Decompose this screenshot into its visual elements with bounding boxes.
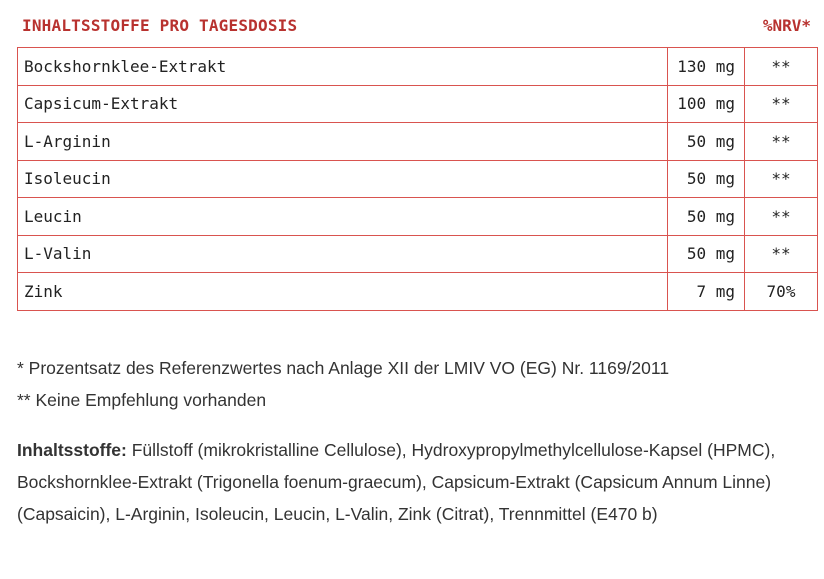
footnotes bbox=[17, 352, 817, 416]
table-row bbox=[18, 235, 818, 273]
ingredients-paragraph bbox=[17, 434, 817, 530]
nrv-column-label: %NRV* bbox=[762, 16, 811, 35]
table-row bbox=[18, 160, 818, 198]
ingredient-name: Bockshornklee-Extrakt bbox=[18, 48, 668, 86]
table-header bbox=[17, 14, 817, 42]
table-row bbox=[18, 273, 818, 311]
ingredient-name: Capsicum-Extrakt bbox=[18, 85, 668, 123]
ingredient-nrv: ** bbox=[745, 160, 818, 198]
ingredient-nrv: 70% bbox=[745, 273, 818, 311]
table-row bbox=[18, 85, 818, 123]
footnote-no-recommendation: ** Keine Empfehlung vorhanden bbox=[17, 390, 267, 410]
ingredient-name: Zink bbox=[18, 273, 668, 311]
ingredient-nrv: ** bbox=[745, 85, 818, 123]
table-row bbox=[18, 198, 818, 236]
ingredient-amount: 100 mg bbox=[668, 85, 745, 123]
ingredient-nrv: ** bbox=[745, 198, 818, 236]
ingredient-amount: 50 mg bbox=[668, 198, 745, 236]
ingredient-amount: 50 mg bbox=[668, 235, 745, 273]
ingredient-amount: 50 mg bbox=[668, 123, 745, 161]
table-title: INHALTSSTOFFE PRO TAGESDOSIS bbox=[22, 16, 298, 35]
ingredient-nrv: ** bbox=[745, 123, 818, 161]
ingredient-amount: 7 mg bbox=[668, 273, 745, 311]
ingredient-name: L-Valin bbox=[18, 235, 668, 273]
ingredient-amount: 50 mg bbox=[668, 160, 745, 198]
ingredient-amount: 130 mg bbox=[668, 48, 745, 86]
ingredient-name: Leucin bbox=[18, 198, 668, 236]
nutrition-table bbox=[17, 47, 818, 311]
ingredient-nrv: ** bbox=[745, 235, 818, 273]
table-row bbox=[18, 48, 818, 86]
ingredients-text: Füllstoff (mikrokristalline Cellulose), Hydroxypropylmethylcellulose-Kapsel (HPMC), Bockshornklee-Extrakt (Trigonella foenum-graecum), Capsicum-Extrakt (Capsicum Annum Linne) (Capsaicin), L-Arginin, Isoleucin, Leucin, L-Valin, Zink (Citrat), Trennmittel (E470 b) bbox=[17, 440, 776, 524]
ingredient-name: Isoleucin bbox=[18, 160, 668, 198]
ingredients-label: Inhaltsstoffe: bbox=[17, 440, 127, 460]
ingredient-name: L-Arginin bbox=[18, 123, 668, 161]
ingredient-nrv: ** bbox=[745, 48, 818, 86]
table-row bbox=[18, 123, 818, 161]
footnote-nrv: * Prozentsatz des Referenzwertes nach Anlage XII der LMIV VO (EG) Nr. 1169/2011 bbox=[17, 358, 670, 378]
